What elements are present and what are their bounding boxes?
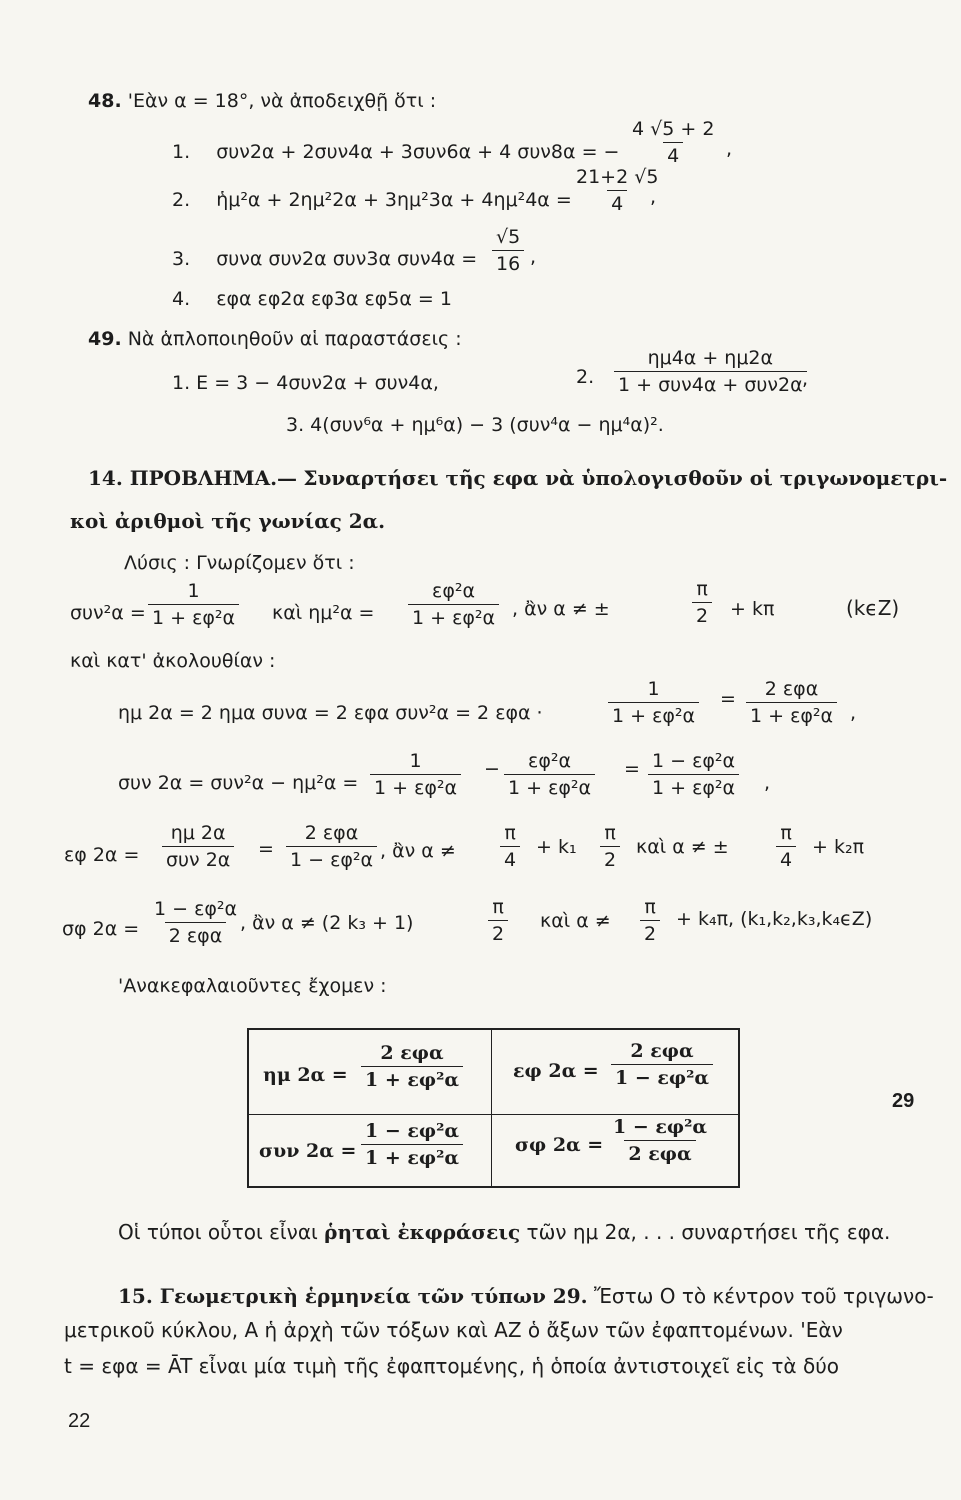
item-number: 1. <box>172 141 191 163</box>
eq4-lhs: εφ 2α = <box>64 844 140 866</box>
item-expression: ἡμ²α + 2ημ²2α + 3ημ²3α + 4ημ²4α = <box>216 189 572 211</box>
formula-number: 29 <box>892 1090 915 1112</box>
eq2-lhs: ημ 2α = 2 ημα συνα = 2 εφα συν²α = 2 εφα · <box>118 702 543 724</box>
eq1-fraction-2: $\frac{\text{εφ²α}}{\text{1 + εφ²α}}$ <box>408 580 499 629</box>
eq3-fraction-1: $\frac{1}{\text{1 + εφ²α}}$ <box>370 750 461 799</box>
ex48-item-3 <box>172 248 477 270</box>
page-number: 22 <box>68 1410 91 1432</box>
problem-14-heading: 14. ΠΡΟΒΛΗΜΑ.— <box>88 466 298 490</box>
eq4-pi-fraction-2: $\frac{\pi}{2}$ <box>600 822 620 871</box>
eq4-mid: + k₁ <box>536 836 577 858</box>
eq1-pi-fraction: $\frac{\pi}{2}$ <box>692 578 712 627</box>
table-cell-sin2a-lhs: ημ 2α = <box>263 1064 348 1086</box>
item-expression: συνα συν2α συν3α συν4α = <box>216 248 478 270</box>
eq3-fraction-3: $\frac{\text{1 − εφ²α}}{\text{1 + εφ²α}}$ <box>648 750 739 799</box>
summary-intro: 'Ανακεφαλαιοῦντες ἔχομεν : <box>118 975 387 997</box>
consequently: καὶ κατ' ἀκολουθίαν : <box>70 650 276 672</box>
problem-14-title-line2: κοὶ ἀριθμοὶ τῆς γωνίας 2α. <box>70 509 386 533</box>
eq3-lhs: συν 2α = συν²α − ημ²α = <box>118 772 359 794</box>
eq3-minus: − <box>484 758 500 780</box>
problem-14-title-line1: Συναρτήσει τῆς εφα νὰ ὑπολογισθοῦν οἱ τριγωνομετρι- <box>303 466 948 490</box>
eq1-condition: , ἂν α ≠ ± <box>512 598 610 620</box>
problem-14-title <box>88 466 947 490</box>
eq5-pi-fraction-2: $\frac{\pi}{2}$ <box>640 896 660 945</box>
table-cell-cos2a-fraction: $\frac{\text{1 − εφ²α}}{\text{1 + εφ²α}}$ <box>361 1120 463 1169</box>
eq5-pi-fraction-1: $\frac{\pi}{2}$ <box>488 896 508 945</box>
punct: , <box>850 702 857 724</box>
exercise-49-text: Νὰ ἁπλοποιηθοῦν αἱ παραστάσεις : <box>127 328 462 350</box>
punct: , <box>802 368 809 390</box>
section-15-heading: 15. Γεωμετρικὴ ἑρμηνεία τῶν τύπων 29. <box>118 1284 588 1308</box>
ex49-item-2-number: 2. <box>576 366 595 388</box>
eq2-fraction-1: $\frac{1}{\text{1 + εφ²α}}$ <box>608 678 699 727</box>
section-15-line3: t = εφα = ĀT εἶναι μία τιμὴ τῆς ἐφαπτομένης, ἡ ὁποία ἀντιστοιχεῖ εἰς τὰ δύο <box>64 1354 840 1378</box>
eq1-mid: καὶ ημ²α = <box>272 602 375 624</box>
eq1-fraction-1: $\frac{1}{\text{1 + εφ²α}}$ <box>148 580 239 629</box>
table-cell-tan2a-fraction: 2 εφα 1 − εφ²α <box>611 1040 713 1089</box>
section-15-line2: μετρικοῦ κύκλου, Α ἡ ἀρχὴ τῶν τόξων καὶ ΑΖ ὁ ἄξων τῶν ἐφαπτομένων. 'Εὰν <box>64 1318 843 1342</box>
eq4-equals: = <box>258 838 274 860</box>
table-cell-cos2a-lhs: συν 2α = <box>259 1140 357 1162</box>
ex49-item-3: 3. 4(συν⁶α + ημ⁶α) − 3 (συν⁴α − ημ⁴α)². <box>286 414 664 436</box>
table-divider-horizontal <box>249 1114 738 1115</box>
ex49-item-1: 1. Ε = 3 − 4συν2α + συν4α, <box>172 372 439 394</box>
eq4-and: καὶ α ≠ ± <box>636 836 729 858</box>
eq1-tail: + kπ <box>730 598 775 620</box>
eq5-tail: + k₄π, (k₁,k₂,k₃,k₄ϵZ) <box>676 908 873 930</box>
punct: , <box>764 772 771 794</box>
eq4-pi-fraction-1: $\frac{\pi}{4}$ <box>500 822 520 871</box>
item-expression: συν2α + 2συν4α + 3συν6α + 4 συν8α = − <box>216 141 620 163</box>
ex48-item-2 <box>172 189 572 211</box>
ex48-item-3-fraction: $\frac{√5}{16}$ <box>492 226 524 275</box>
punct: , <box>650 186 657 208</box>
eq3-fraction-2: $\frac{\text{εφ²α}}{\text{1 + εφ²α}}$ <box>504 750 595 799</box>
eq5-condition: , ἂν α ≠ (2 k₃ + 1) <box>240 912 414 934</box>
item-number: 3. <box>172 248 191 270</box>
ex48-item-1 <box>172 141 619 163</box>
eq5-lhs: σφ 2α = <box>62 918 140 940</box>
eq4-condition: , ἂν α ≠ <box>380 840 456 862</box>
summary-formula-table <box>247 1028 740 1188</box>
eq5-fraction-1: 1 − εφ²α 2 εφα <box>154 898 238 947</box>
item-number: 4. <box>172 288 191 310</box>
exercise-49-header <box>88 328 462 350</box>
table-cell-cot2a-lhs: σφ 2α = <box>515 1134 604 1156</box>
exercise-48-number: 48. <box>88 90 122 112</box>
eq2-equals: = <box>720 688 736 710</box>
solution-intro: Λύσις : Γνωρίζομεν ὅτι : <box>124 552 355 574</box>
eq5-and: καὶ α ≠ <box>540 910 611 932</box>
punct: , <box>530 246 537 268</box>
conclusion: Οἱ τύποι οὗτοι εἶναι ῥηταὶ ἐκφράσεις τῶν ημ 2α, . . . συναρτήσει τῆς εφα. <box>118 1220 891 1244</box>
eq4-pi-fraction-3: $\frac{\pi}{4}$ <box>776 822 796 871</box>
eq4-fraction-2: 2 εφα 1 − εφ²α <box>286 822 377 871</box>
table-cell-sin2a-fraction: 2 εφα 1 + εφ²α <box>361 1042 463 1091</box>
eq2-fraction-2: 2 εφα 1 + εφ²α <box>746 678 837 727</box>
table-cell-cot2a-fraction: 1 − εφ²α 2 εφα <box>613 1116 708 1165</box>
eq3-equals: = <box>624 758 640 780</box>
punct: , <box>726 138 733 160</box>
ex48-item-1-fraction: $\frac{4 √5 + 2}{4}$ <box>632 118 715 167</box>
eq4-tail: + k₂π <box>812 836 865 858</box>
table-divider-vertical <box>491 1030 492 1186</box>
table-cell-tan2a-lhs: εφ 2α = <box>513 1060 599 1082</box>
exercise-48-header <box>88 90 436 112</box>
item-expression: εφα εφ2α εφ3α εφ5α = 1 <box>216 288 452 310</box>
eq1-set: (kϵZ) <box>846 596 900 620</box>
exercise-48-text: 'Εὰν α = 18°, νὰ ἀποδειχθῇ ὅτι : <box>127 90 437 112</box>
ex48-item-4 <box>172 288 452 310</box>
eq1-lhs: συν²α = <box>70 602 146 624</box>
exercise-49-number: 49. <box>88 328 122 350</box>
ex49-item-2-fraction: ημ4α + ημ2α 1 + συν4α + συν2α <box>614 347 807 396</box>
eq4-fraction-1: ημ 2α συν 2α <box>162 822 234 871</box>
section-15-line1: 15. Γεωμετρικὴ ἑρμηνεία τῶν τύπων 29. Ἔστω Ο τὸ κέντρον τοῦ τριγωνο- <box>118 1284 934 1308</box>
ex48-item-2-fraction: $\frac{21+2 √5}{4}$ <box>576 166 659 215</box>
item-number: 2. <box>172 189 191 211</box>
